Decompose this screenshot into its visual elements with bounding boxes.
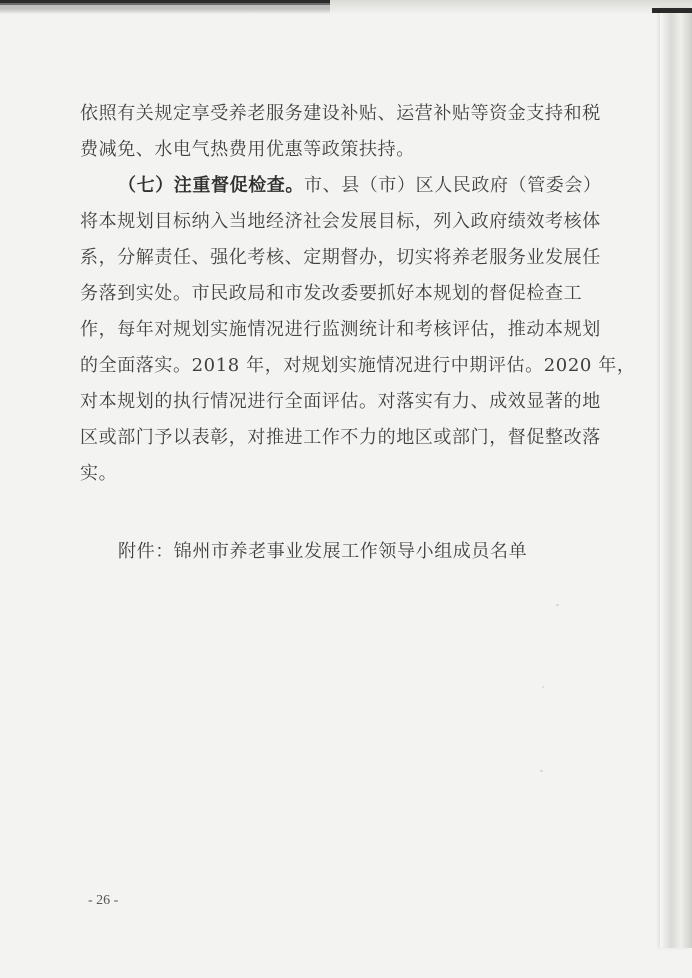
scan-speck: [542, 686, 544, 688]
body-line: 费减免、水电气热费用优惠等政策扶持。: [80, 139, 415, 160]
body-line: 作，每年对规划实施情况进行监测统计和考核评估，推动本规划: [80, 319, 601, 340]
right-edge-shadow: [660, 8, 692, 948]
body-line: 区或部门予以表彰，对推进工作不力的地区或部门，督促整改落: [80, 427, 601, 448]
page-number: - 26 -: [88, 893, 119, 908]
body-line: 系，分解责任、强化考核、定期督办，切实将养老服务业发展任: [80, 247, 601, 268]
body-line: 将本规划目标纳入当地经济社会发展目标，列入政府绩效考核体: [80, 211, 601, 232]
body-line: 务落到实处。市民政局和市发改委要抓好本规划的督促检查工: [80, 283, 583, 304]
scan-speck: [540, 770, 543, 772]
body-line: 的全面落实。2018 年，对规划实施情况进行中期评估。2020 年，: [80, 355, 636, 376]
right-edge-dark-band: [652, 8, 692, 13]
section-heading: （七）注重督促检查。: [118, 175, 304, 196]
body-line: 依照有关规定享受养老服务建设补贴、运营补贴等资金支持和税: [80, 103, 601, 124]
body-line: 对本规划的执行情况进行全面评估。对落实有力、成效显著的地: [80, 391, 601, 412]
section-heading-line: [80, 168, 602, 204]
scan-speck: [556, 604, 559, 606]
top-edge-dark-band: [0, 0, 330, 14]
document-body: [80, 96, 636, 492]
attachment-line: 附件：锦州市养老事业发展工作领导小组成员名单: [118, 541, 528, 562]
body-line: 实。: [80, 463, 118, 484]
body-text: 市、县（市）区人民政府（管委会）: [304, 175, 602, 196]
